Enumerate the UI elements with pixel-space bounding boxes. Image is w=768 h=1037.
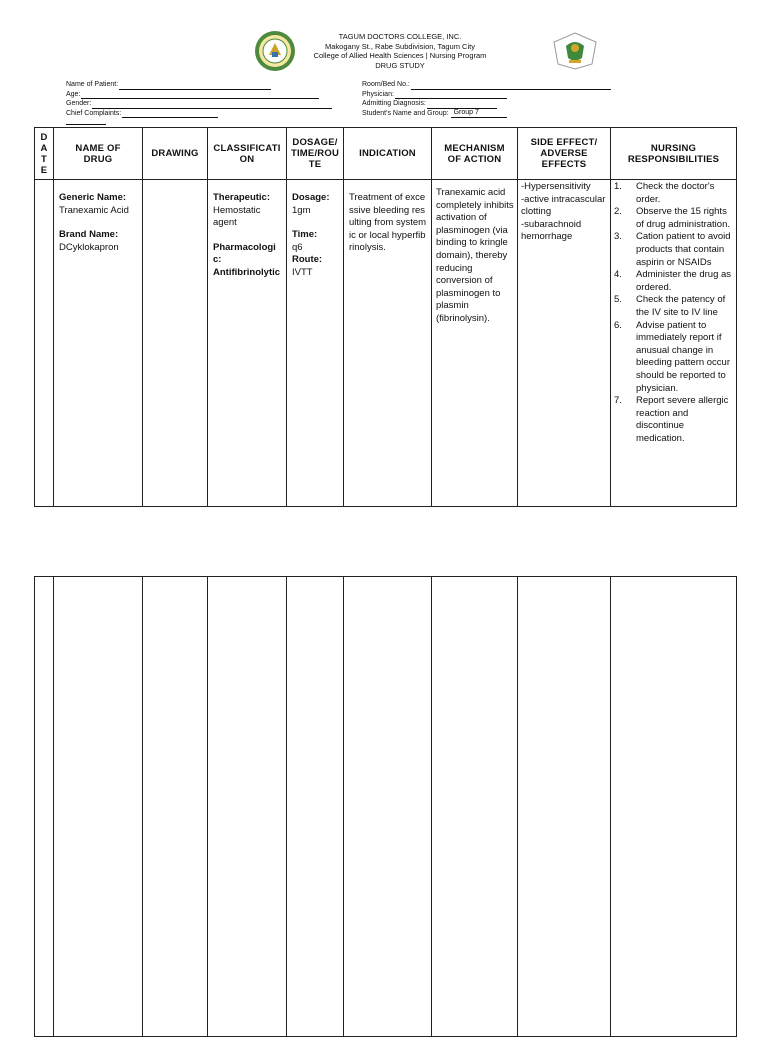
generic-name-label: Generic Name: [59, 192, 127, 203]
side-effects-header [518, 128, 611, 180]
nursing-item-text: Check the doctor's order. [636, 181, 715, 205]
side-effect-item: -Hypersensitivity [521, 181, 591, 192]
side-effects-list [518, 180, 610, 246]
chief-complaints-row [66, 109, 356, 119]
time-label: Time: [292, 229, 318, 241]
blank-drug-study-table [34, 576, 737, 1037]
nursing-responsibilities-list [611, 180, 736, 445]
classification-cell [208, 180, 287, 507]
gender-field[interactable] [92, 101, 332, 109]
drawing-header-text: DRAWING [151, 148, 199, 159]
side-effects-cell[interactable] [518, 577, 611, 1037]
drawing-header [143, 128, 208, 180]
nursing-cell [611, 180, 737, 507]
drawing-cell [143, 180, 208, 507]
admitting-diagnosis-row [362, 99, 652, 109]
route-label: Route: [292, 254, 323, 266]
room-label: Room/Bed No.: [362, 81, 410, 88]
side-effects-cell [518, 180, 611, 507]
gender-label: Gender: [66, 100, 92, 108]
therapeutic-value: Hemostatic agent [213, 204, 261, 229]
mechanism-cell[interactable] [432, 577, 518, 1037]
table-header-row [35, 128, 737, 180]
drawing-cell[interactable] [143, 577, 208, 1037]
patient-name-field[interactable] [119, 82, 271, 90]
physician-row [362, 90, 652, 100]
nursing-header [611, 128, 737, 180]
list-item: 7. Report severe allergic reaction and discontinue medication. [611, 395, 732, 445]
gender-row [66, 99, 356, 109]
nursing-item-text: Advise patient to immediately report if anusual change in bleeding pattern occur should be reported to physician. [636, 319, 731, 394]
admitting-diagnosis-label: Admitting Diagnosis: [362, 100, 426, 108]
pharmacologic-value: Antifibrinolytic [213, 266, 281, 278]
name-of-drug-header-text: NAME OF DRUG [75, 142, 121, 165]
student-label: Student's Name and Group: [362, 109, 449, 117]
therapeutic-label: Therapeutic: [213, 192, 271, 203]
time-value: q6 [292, 241, 303, 253]
chief-complaints-label: Chief Complaints: [66, 109, 122, 117]
date-letter: A [40, 142, 48, 154]
indication-header-text: INDICATION [359, 148, 416, 159]
name-of-drug-cell[interactable] [54, 577, 143, 1037]
list-item: 1. Check the doctor's order. [611, 181, 732, 206]
nursing-item-text: Cation patient to avoid products that contain aspirin or NSAIDs [636, 231, 731, 268]
student-group-value[interactable]: Group 7 [451, 108, 507, 119]
age-row [66, 90, 356, 100]
table-row [35, 180, 737, 507]
document-title: DRUG STUDY [375, 60, 425, 70]
date-cell[interactable] [35, 180, 54, 507]
classification-cell[interactable] [208, 577, 287, 1037]
side-effects-header-text: SIDE EFFECT/ ADVERSE EFFECTS [530, 137, 598, 170]
dosage-header-text: DOSAGE/ TIME/ROUTE [290, 137, 340, 170]
date-letter: D [40, 131, 48, 143]
student-row [362, 109, 652, 119]
date-header [35, 128, 54, 180]
brand-name-label: Brand Name: [59, 229, 119, 241]
list-item: 4. Administer the drug as ordered. [614, 269, 732, 293]
indication-text: Treatment of excessive bleeding resulting from systemic or local hyperfibrinolysis. [349, 192, 427, 254]
age-field[interactable] [81, 91, 319, 99]
mechanism-header-text: MECHANISM OF ACTION [444, 142, 505, 165]
dosage-cell [287, 180, 344, 507]
mechanism-text: Tranexamic acid completely inhibits activation of plasminogen (via binding to kringle domain), thereby reducing conversion of plasminogen to plasmin (fibrinolysin). [436, 187, 514, 324]
side-effect-item: -active intracascular clotting [521, 193, 606, 218]
date-letter: E [40, 164, 48, 176]
name-of-drug-header [54, 128, 143, 180]
room-row [362, 80, 652, 90]
drug-study-table [34, 127, 737, 507]
department-name: College of Allied Health Sciences | Nursing Program [313, 51, 487, 60]
list-item: 6. Advise patient to immediately report if anusual change in bleeding pattern occur should be reported to physician. [614, 319, 731, 394]
indication-cell [344, 180, 432, 507]
patient-info-left [66, 80, 356, 118]
dosage-cell[interactable] [287, 577, 344, 1037]
list-item: 2. Observe the 15 rights of drug administration. [614, 206, 730, 230]
nursing-header-text: NURSING RESPONSIBILITIES [627, 142, 720, 165]
indication-cell[interactable] [344, 577, 432, 1037]
institution-header [280, 32, 520, 70]
route-value: IVTT [292, 266, 313, 278]
classification-header-text: CLASSIFICATION [213, 142, 281, 165]
nursing-program-logo [552, 32, 598, 70]
room-field[interactable] [411, 82, 611, 90]
chief-complaints-continuation-line [66, 124, 106, 125]
physician-field[interactable] [395, 91, 507, 99]
classification-header [208, 128, 287, 180]
patient-name-label: Name of Patient: [66, 81, 119, 88]
nursing-cell[interactable] [611, 577, 737, 1037]
dosage-value: 1gm [292, 204, 311, 216]
nursing-item-text: Check the patency of the IV site to IV line [636, 294, 726, 318]
school-name: TAGUM DOCTORS COLLEGE, INC. [338, 32, 462, 41]
indication-header [344, 128, 432, 180]
nursing-item-text: Report severe allergic reaction and discontinue medication. [636, 395, 729, 444]
list-item: 5. Check the patency of the IV site to IV line [611, 294, 732, 319]
dosage-header [287, 128, 344, 180]
nursing-item-text: Administer the drug as ordered. [636, 269, 732, 293]
patient-info-right [362, 80, 652, 118]
side-effect-item: -subarachnoid hemorrhage [521, 218, 582, 243]
brand-name-value: DCyklokapron [59, 241, 119, 253]
nursing-item-text: Observe the 15 rights of drug administration. [636, 206, 730, 230]
pharmacologic-label: Pharmacologic: [213, 241, 276, 266]
school-address: Makogany St., Rabe Subdivision, Tagum City [325, 41, 475, 51]
mechanism-cell [432, 180, 518, 507]
table-row [35, 577, 737, 1037]
list-item: 3. Cation patient to avoid products that contain aspirin or NSAIDs [614, 231, 731, 268]
name-of-drug-cell [54, 180, 143, 507]
chief-complaints-field[interactable] [122, 110, 218, 118]
patient-name-row [66, 80, 356, 90]
physician-label: Physician: [362, 90, 394, 98]
date-letter: T [40, 153, 47, 165]
dosage-label: Dosage: [292, 192, 330, 203]
mechanism-header [432, 128, 518, 180]
generic-name-value: Tranexamic Acid [59, 204, 129, 216]
age-label: Age: [66, 90, 81, 98]
date-cell[interactable] [35, 577, 54, 1037]
